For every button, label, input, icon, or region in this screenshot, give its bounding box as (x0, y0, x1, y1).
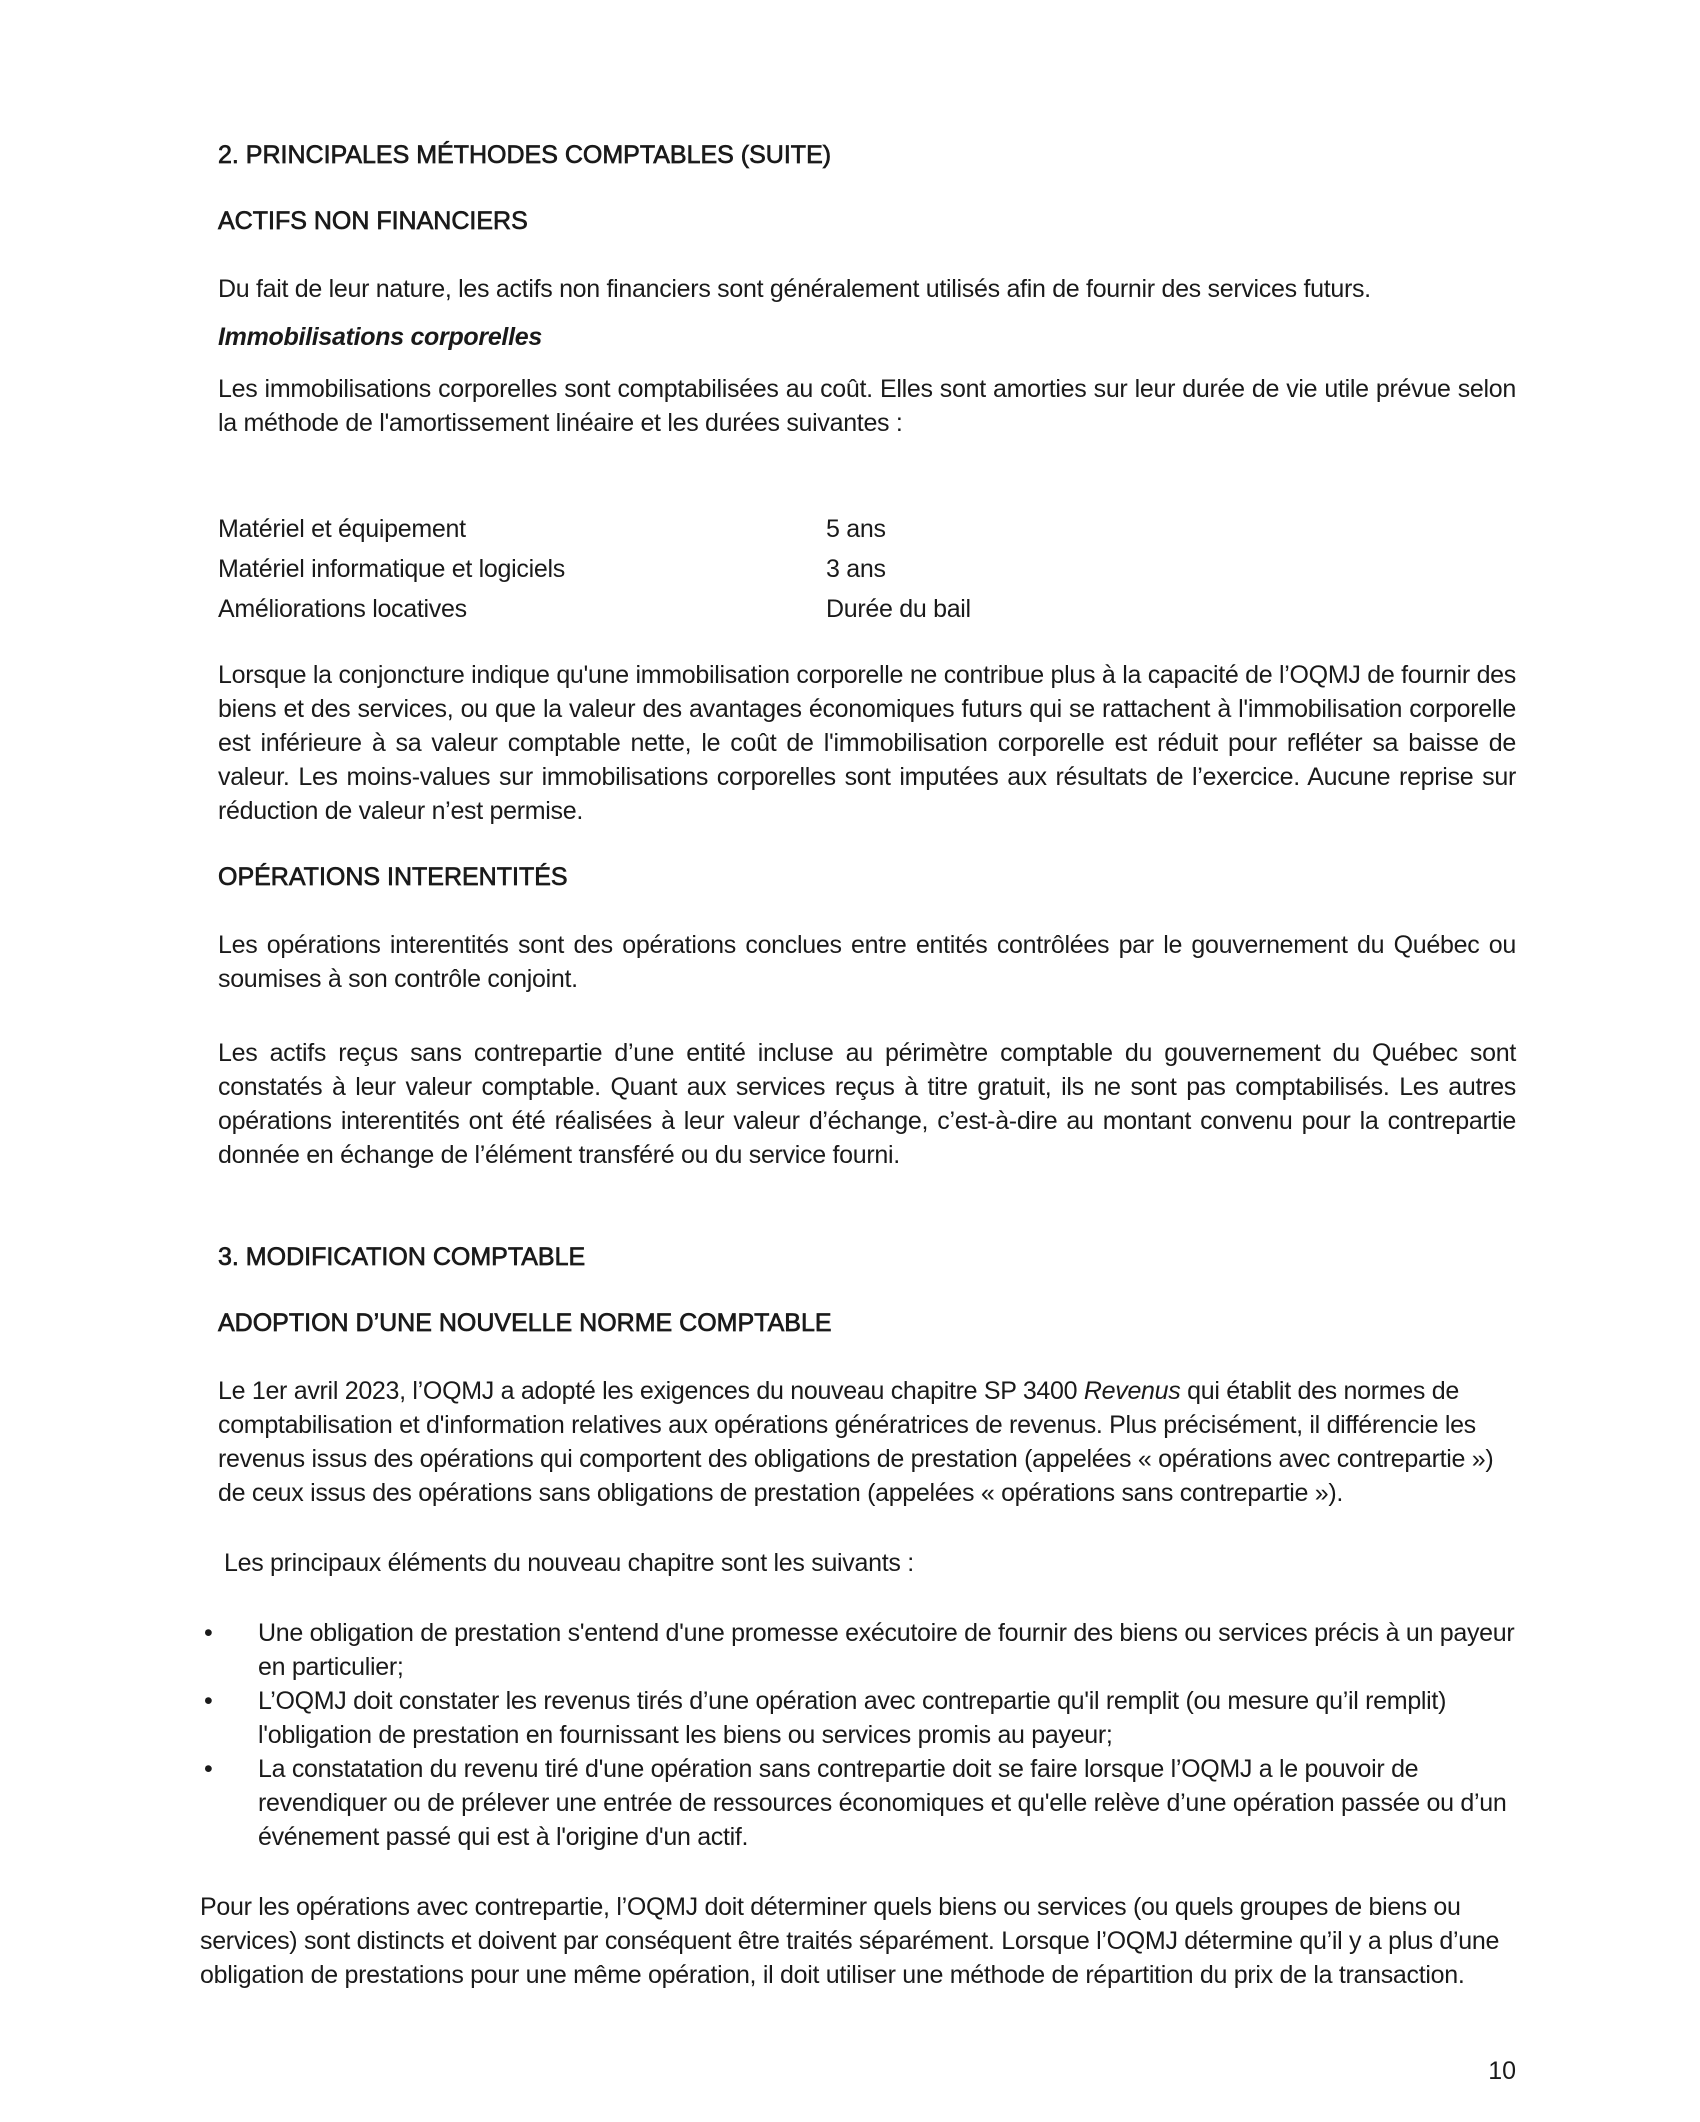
non-financial-assets-heading: ACTIFS NON FINANCIERS (218, 207, 528, 235)
adoption-p1-start: Le 1er avril 2023, l’OQMJ a adopté les exigences du nouveau chapitre SP 3400 (218, 1377, 1084, 1405)
list-item (204, 1752, 1516, 1854)
tangible-assets-subheading: Immobilisations corporelles (218, 323, 542, 351)
asset-duration: 5 ans (826, 515, 886, 543)
bullet-marker: • (204, 1755, 213, 1783)
revenus-italic: Revenus (1083, 1377, 1181, 1405)
page-content (200, 138, 1516, 1992)
asset-category: Matériel informatique et logiciels (218, 555, 565, 583)
bullet-text: La constatation du revenu tiré d'une opération sans contrepartie doit se faire lorsque l’OQMJ a le pouvoir de revendiquer ou de prélever une entrée de ressources économiques et qu'elle relève d’une opération passée ou d’un événement passé qui est à l'origine d'un actif. (258, 1755, 1507, 1851)
bullet-text: L’OQMJ doit constater les revenus tirés d’une opération avec contrepartie qu'il remplit (ou mesure qu’il remplit) l'obligation de prestation en fournissant les biens ou services promis au payeur; (258, 1687, 1447, 1749)
list-item (204, 1616, 1516, 1684)
table-row (218, 592, 971, 632)
page-number: 10 (1488, 2057, 1516, 2085)
non-financial-intro: Du fait de leur nature, les actifs non financiers sont généralement utilisés afin de fournir des services futurs. (218, 275, 1371, 303)
asset-category: Améliorations locatives (218, 595, 467, 623)
asset-duration: Durée du bail (826, 595, 971, 623)
adoption-heading: ADOPTION D’UNE NOUVELLE NORME COMPTABLE (218, 1309, 832, 1337)
asset-duration: 3 ans (826, 555, 886, 583)
amortization-durations-table (218, 512, 971, 632)
section-3-heading: 3. MODIFICATION COMPTABLE (218, 1243, 586, 1271)
bullet-marker: • (204, 1687, 213, 1715)
interentity-paragraph-1: Les opérations interentités sont des opérations conclues entre entités contrôlées par le gouvernement du Québec ou soumises à son contrôle conjoint. (218, 931, 1516, 993)
bullet-text: Une obligation de prestation s'entend d'une promesse exécutoire de fournir des biens ou services précis à un payeur en particulier; (258, 1619, 1515, 1681)
section-2-heading: 2. PRINCIPALES MÉTHODES COMPTABLES (SUITE) (218, 141, 832, 169)
adoption-paragraph-2: Les principaux éléments du nouveau chapitre sont les suivants : (224, 1549, 914, 1577)
interentity-paragraph-2: Les actifs reçus sans contrepartie d’une entité incluse au périmètre comptable du gouvernement du Québec sont constatés à leur valeur comptable. Quant aux services reçus à titre gratuit, ils ne sont pas comptabilisés. Les autres opérations interentités ont été réalisées à leur valeur d’échange, c’est-à-dire au montant convenu pour la contrepartie donnée en échange de l’élément transféré ou du service fourni. (218, 1039, 1516, 1169)
adoption-paragraph-3: Pour les opérations avec contrepartie, l’OQMJ doit déterminer quels biens ou services (ou quels groupes de biens ou services) sont distincts et doivent par conséquent être traités séparément. Lorsque l’OQMJ détermine qu’il y a plus d’une obligation de prestations pour une même opération, il doit utiliser une méthode de répartition du prix de la transaction. (200, 1893, 1500, 1989)
impairment-paragraph: Lorsque la conjoncture indique qu'une immobilisation corporelle ne contribue plus à la capacité de l’OQMJ de fournir des biens et des services, ou que la valeur des avantages économiques futurs qui se rattachent à l'immobilisation corporelle est inférieure à sa valeur comptable nette, le coût de l'immobilisation corporelle est réduit pour refléter sa baisse de valeur. Les moins-values sur immobilisations corporelles sont imputées aux résultats de l’exercice. Aucune reprise sur réduction de valeur n’est permise. (218, 661, 1516, 825)
adoption-paragraph-1 (218, 1374, 1516, 1510)
bullet-marker: • (204, 1619, 213, 1647)
table-row (218, 552, 971, 592)
table-row (218, 512, 971, 552)
interentity-heading: OPÉRATIONS INTERENTITÉS (218, 863, 568, 891)
adoption-p1-end: qui établit des normes de comptabilisation et d'information relatives aux opérations génératrices de revenus. Plus précisément, il différencie les revenus issus des opérations qui comportent des obligations de prestation (appelées « opérations avec contrepartie ») de ceux issus des opérations sans obligations de prestation (appelées « opérations sans contrepartie »). (218, 1377, 1494, 1507)
tangible-assets-text: Les immobilisations corporelles sont comptabilisées au coût. Elles sont amorties sur leur durée de vie utile prévue selon la méthode de l'amortissement linéaire et les durées suivantes : (218, 375, 1516, 437)
adoption-bullet-list (204, 1616, 1516, 1854)
list-item (204, 1684, 1516, 1752)
asset-category: Matériel et équipement (218, 515, 466, 543)
